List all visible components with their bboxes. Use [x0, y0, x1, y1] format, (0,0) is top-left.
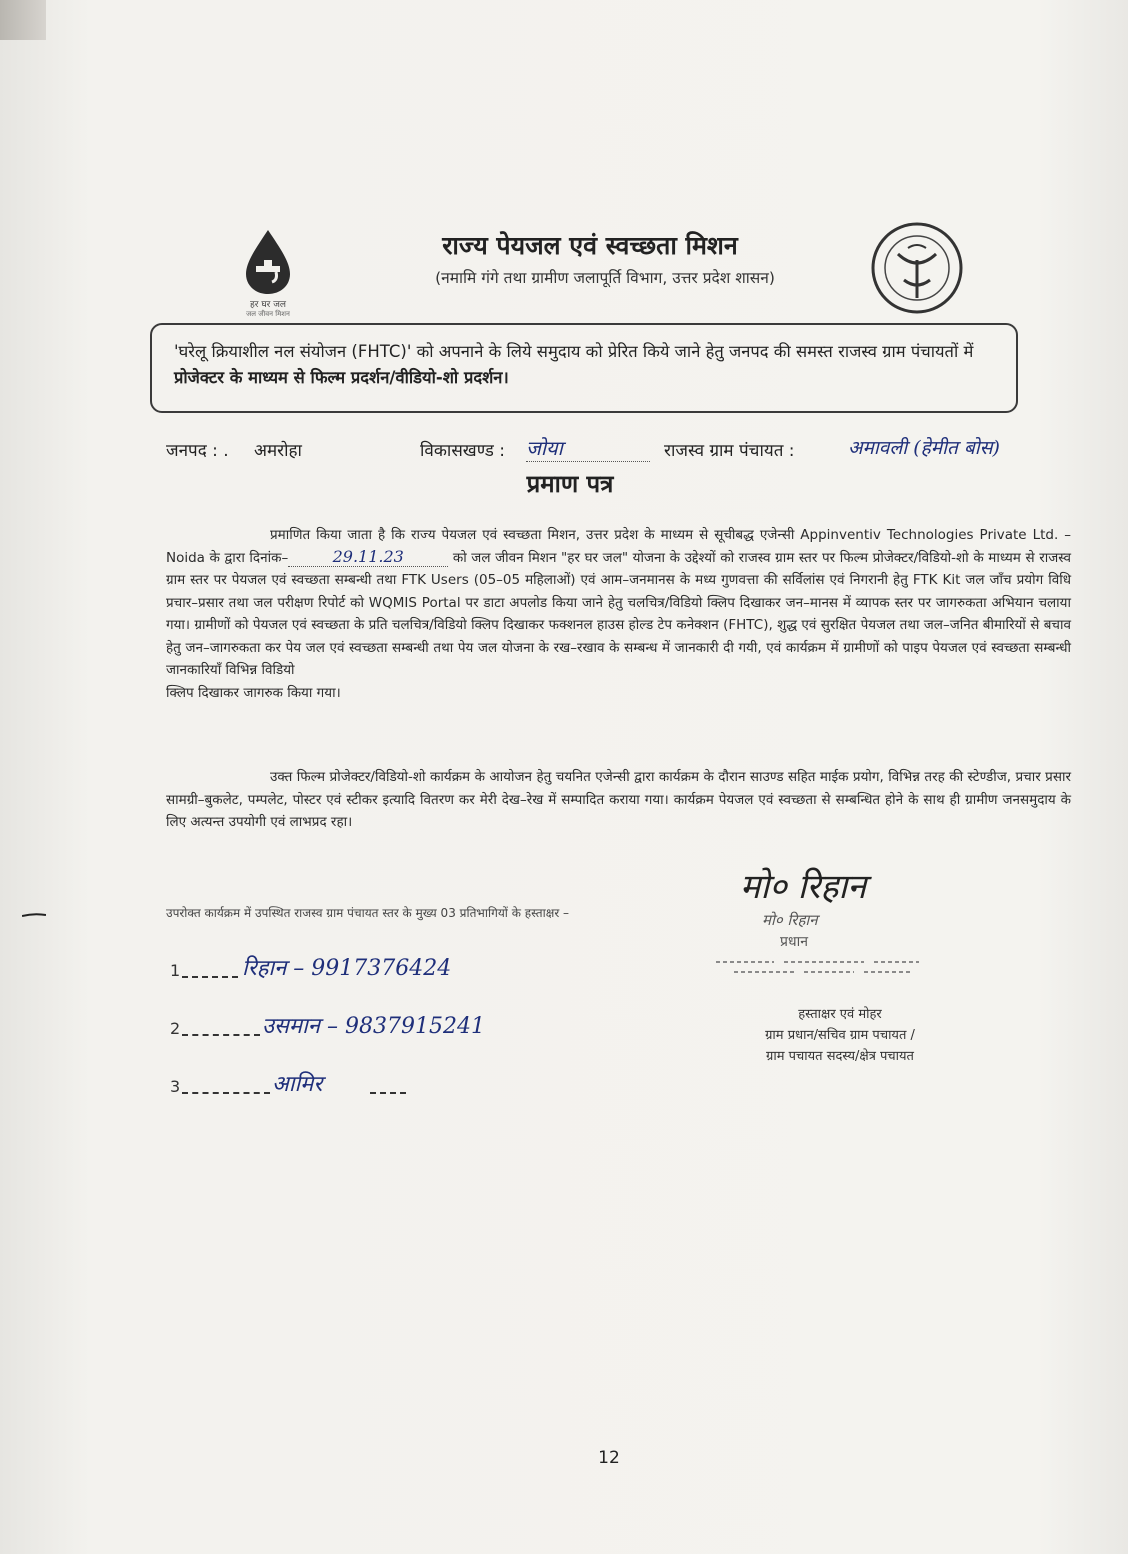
page-number: 12 [598, 1448, 620, 1468]
stray-ink-mark [22, 902, 46, 906]
rep-dash [182, 1092, 270, 1094]
representative-line-2 [170, 1008, 630, 1042]
representative-line-3 [170, 1066, 630, 1100]
water-drop-tap-icon [226, 226, 310, 296]
representative-line-1 [170, 950, 630, 984]
logo-text: हर घर जल [250, 300, 286, 310]
para2-text: उक्त फिल्म प्रोजेक्टर/विडियो-शो कार्यक्रम के आयोजन हेतु चयनित एजेन्सी द्वारा कार्यक्रम के दौरान साउण्ड सहित माईक प्रयोग, विभिन्न तरह की स्टेण्डीज, प्रचार प्रसार सामग्री–बुकलेट, पम्पलेट, पोस्टर एवं स्टीकर इत्यादि वितरण कर मेरी देख–रेख में सम्पादित कराया गया। कार्यक्रम पेयजल एवं स्वच्छता से सम्बन्धित होने के साथ ही ग्रामीण जनसमुदाय के लिए अत्यन्त उपयोगी एवं लाभप्रद रहा। [166, 769, 1071, 830]
page-title: राज्य पेयजल एवं स्वच्छता मिशन [442, 231, 738, 260]
signature-stamp-block [700, 858, 980, 998]
designation-line-1: ग्राम प्रधान/सचिव ग्राम पचायत / [765, 1028, 915, 1043]
designation-line-2: ग्राम पचायत सदस्य/क्षेत्र पचायत [766, 1049, 914, 1064]
representatives-heading: उपरोक्त कार्यक्रम में उपस्थित राजस्व ग्राम पंचायत स्तर के मुख्य 03 प्रतिभागियों के हस्ताक्षर – [166, 906, 570, 920]
har-ghar-jal-logo [226, 226, 310, 322]
up-government-emblem [864, 220, 970, 316]
para1-part-a: प्रमाणित किया जाता है कि राज्य पेयजल एवं स्वच्छता मिशन, उत्तर प्रदेश के माध्यम से सूचीबद्ध एजेन्सी Appinventiv Technologies Private Ltd. – Noida के द्वारा दिनांक– [166, 527, 1071, 566]
rep-dash [370, 1092, 406, 1094]
certificate-title: प्रमाण पत्र [526, 470, 614, 498]
rep-number: 1 [170, 961, 181, 980]
program-description-box [150, 323, 1018, 413]
rep-signature: उसमान – 9837915241 [262, 1014, 485, 1039]
para1-part-c: क्लिप दिखाकर जागरुक किया गया। [166, 684, 341, 701]
rep-dash [182, 1034, 260, 1036]
certificate-paragraph-1 [166, 524, 1071, 704]
certificate-paragraph-2 [166, 766, 1071, 834]
scan-corner-shadow [0, 0, 46, 40]
rep-signature: आमिर [272, 1072, 323, 1097]
signatory-designation [690, 1004, 990, 1067]
district-value: अमरोहा [254, 441, 302, 461]
stamp-line-2: प्रधान [780, 934, 808, 950]
panchayat-value: अमावली (हेमीत बोस) [848, 437, 1000, 459]
up-government-emblem-icon [864, 220, 970, 316]
rep-dash [182, 976, 238, 978]
logo-caption: जल जीवन मिशन [246, 310, 290, 318]
program-text: 'घरेलू क्रियाशील नल संयोजन (FHTC)' को अपनाने के लिये समुदाय को प्रेरित किये जाने हेतु जनपद की समस्त राजस्व ग्राम पंचायतों में [174, 342, 974, 361]
handwritten-signature: मो० रिहान [740, 867, 867, 907]
program-text-bold: प्रोजेक्टर के माध्यम से फिल्म प्रदर्शन/वीडियो-शो प्रदर्शन। [174, 368, 509, 387]
faded-stamp-text-icon [714, 954, 924, 978]
sign-stamp-label: हस्ताक्षर एवं मोहर [798, 1007, 882, 1022]
district-label: जनपद : . [166, 441, 229, 461]
rep-signature: रिहान – 9917376424 [242, 956, 452, 981]
panchayat-label: राजस्व ग्राम पंचायत : [664, 441, 795, 461]
block-label: विकासखण्ड : [420, 441, 506, 461]
program-date: 29.11.23 [288, 548, 448, 567]
rep-number: 2 [170, 1019, 181, 1038]
rep-number: 3 [170, 1077, 181, 1096]
location-row [166, 434, 1126, 470]
para1-part-b: को जल जीवन मिशन "हर घर जल" योजना के उद्देश्यों को राजस्व ग्राम स्तर पर फिल्म प्रोजेक्टर/विडियो-शो के माध्यम से राजस्व ग्राम स्तर पर पेयजल एवं स्वच्छता सम्बन्धी तथा FTK Users (05–05 महिलाओं) एवं आम–जनमानस के मध्य गुणवत्ता की सर्विलांस एवं निगरानी हेतु FTK Kit जल जाँच प्रयोग विधि प्रचार–प्रसार तथा जल परीक्षण रिपोर्ट को WQMIS Portal पर डाटा अपलोड किया जाने हेतु चलचित्र/विडियो क्लिप दिखाकर जन–मानस में व्यापक स्तर पर जागरुकता अभियान चलाया गया। ग्रामीणों को पेयजल एवं स्वच्छता के प्रति चलचित्र/विडियो क्लिप दिखाकर फक्शनल हाउस होल्ड टेप कनेक्शन (FHTC), शुद्ध एवं सुरक्षित पेयजल तथा जल–जनित बीमारियों से बचाव हेतु जन–जागरुकता कर पेय जल एवं स्वच्छता सम्बन्धी तथा पेय जल योजना के रख–रखाव के सम्बन्ध में जानकारी दी गयी, एवं कार्यक्रम में ग्रामीणों को पाइप पेयजल एवं स्वच्छता सम्बन्धी जानकारियाँ विभिन्न विडियो [166, 549, 1071, 678]
page-subtitle: (नमामि गंगे तथा ग्रामीण जलापूर्ति विभाग, उत्तर प्रदेश शासन) [435, 269, 775, 287]
block-value: जोया [526, 434, 650, 462]
stamp-line-1: मो० रिहान [762, 911, 818, 929]
